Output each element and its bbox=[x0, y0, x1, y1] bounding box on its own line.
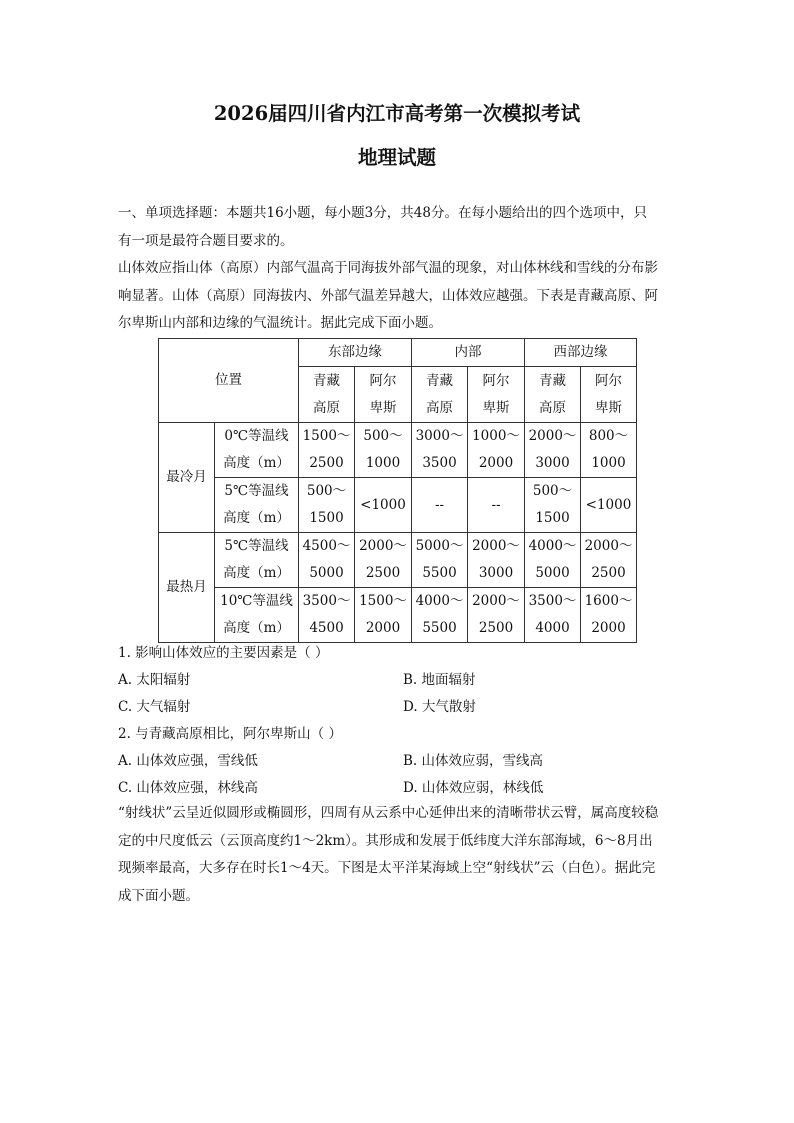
cell-text: 5000～ bbox=[415, 538, 464, 554]
cell-text: 5500 bbox=[422, 620, 457, 636]
cell-text: 4000～ bbox=[415, 593, 464, 609]
table-cell bbox=[299, 588, 355, 643]
cell-text: 高原 bbox=[539, 399, 566, 416]
cell-text: 4500 bbox=[309, 620, 344, 636]
cell-text: 卑斯 bbox=[595, 399, 622, 416]
cell-text: 4000～ bbox=[528, 538, 577, 554]
table-row-label bbox=[215, 533, 299, 588]
cell-text: 4500～ bbox=[302, 538, 351, 554]
table-cell bbox=[299, 423, 355, 478]
table-cell bbox=[299, 533, 355, 588]
cell-text: 2000～ bbox=[359, 538, 407, 554]
table-header-position: 位置 bbox=[159, 339, 299, 423]
cell-text: 2500 bbox=[591, 565, 626, 581]
question-1-option-d: D. 大气散射 bbox=[403, 699, 476, 715]
cell-text: 4000 bbox=[535, 620, 570, 636]
cell-text: 1500～ bbox=[359, 593, 407, 609]
cell-text: 5000 bbox=[309, 565, 344, 581]
cell-text: 卑斯 bbox=[369, 399, 397, 416]
cell-text: 2500 bbox=[365, 565, 401, 581]
cell-text: 1500～ bbox=[302, 428, 351, 444]
passage-ray-cloud bbox=[118, 800, 678, 910]
exam-title: 2026届四川省内江市高考第一次模拟考试 bbox=[213, 102, 581, 125]
cell-text: -- bbox=[434, 496, 445, 513]
temperature-table bbox=[158, 338, 637, 643]
table-cell bbox=[412, 588, 468, 643]
cell-text: 3000 bbox=[535, 455, 570, 471]
table-cell bbox=[525, 588, 581, 643]
cell-text: 1000 bbox=[365, 455, 401, 471]
cell-text: 2000～ bbox=[472, 538, 520, 554]
table-cell bbox=[299, 478, 355, 533]
question-2-stem: 2. 与青藏高原相比，阿尔卑斯山（ ） bbox=[118, 726, 342, 742]
cell-text: 高度（m） bbox=[223, 620, 290, 636]
table-subheader bbox=[581, 367, 637, 423]
cell-text: -- bbox=[491, 496, 501, 513]
section-intro bbox=[118, 200, 678, 255]
question-1-option-a: A. 太阳辐射 bbox=[118, 672, 191, 688]
question-2-option-c: C. 山体效应强，林线高 bbox=[118, 780, 258, 796]
cell-text: 2000 bbox=[591, 620, 626, 636]
cell-text: 800～ bbox=[588, 428, 629, 444]
cell-text: 5℃等温线 bbox=[224, 483, 289, 499]
cell-text: 2000 bbox=[365, 620, 401, 636]
table-subheader bbox=[525, 367, 581, 423]
table-cell bbox=[412, 533, 468, 588]
cell-text: 2500 bbox=[309, 455, 344, 471]
question-2-option-b: B. 山体效应弱，雪线高 bbox=[403, 753, 544, 769]
cell-text: 1500 bbox=[309, 510, 344, 526]
table-cell bbox=[581, 423, 637, 478]
cell-text: 青藏 bbox=[313, 372, 340, 389]
cell-text: 高原 bbox=[426, 399, 453, 416]
table-cell bbox=[412, 478, 468, 533]
question-1-option-b: B. 地面辐射 bbox=[403, 672, 476, 688]
table-cell bbox=[468, 533, 525, 588]
cell-text: <1000 bbox=[585, 496, 632, 513]
cell-text: 高度（m） bbox=[223, 455, 290, 471]
cell-text: 500～ bbox=[532, 483, 573, 499]
text-line: 一、单项选择题：本题共16小题，每小题3分，共48分。在每小题给出的四个选项中，只 bbox=[118, 205, 647, 221]
cell-text: 高度（m） bbox=[223, 510, 290, 526]
table-subheader bbox=[412, 367, 468, 423]
cell-text: 高原 bbox=[313, 399, 340, 416]
text-line: 山体效应指山体（高原）内部气温高于同海拔外部气温的现象，对山体林线和雪线的分布影 bbox=[118, 260, 658, 276]
table-cell bbox=[525, 423, 581, 478]
question-1-stem: 1. 影响山体效应的主要因素是（ ） bbox=[118, 645, 329, 661]
table-month-hottest: 最热月 bbox=[159, 533, 215, 643]
cell-text: 阿尔 bbox=[482, 372, 510, 389]
table-cell bbox=[355, 533, 412, 588]
exam-subject: 地理试题 bbox=[357, 146, 436, 169]
table-row-label bbox=[215, 588, 299, 643]
table-cell bbox=[355, 588, 412, 643]
text-line: 定的中尺度低云（云顶高度约1～2km）。其形成和发展于低纬度大洋东部海域，6～8月出 bbox=[118, 832, 653, 849]
cell-text: 1500 bbox=[535, 510, 570, 526]
cell-text: 3500～ bbox=[302, 593, 351, 609]
table-cell bbox=[581, 533, 637, 588]
cell-text: <1000 bbox=[360, 496, 406, 513]
text-line: 成下面小题。 bbox=[118, 887, 199, 904]
table-cell bbox=[468, 478, 525, 533]
table-subheader bbox=[299, 367, 355, 423]
table-cell bbox=[468, 588, 525, 643]
text-line: 尔卑斯山内部和边缘的气温统计。据此完成下面小题。 bbox=[118, 315, 442, 331]
cell-text: 2000～ bbox=[528, 428, 577, 444]
cell-text: 500～ bbox=[363, 428, 403, 444]
text-line: 现频率最高，大多存在时长1～4天。下图是太平洋某海域上空“射线状”云（白色）。据此完 bbox=[118, 860, 656, 876]
cell-text: 0℃等温线 bbox=[224, 428, 289, 444]
table-cell bbox=[581, 478, 637, 533]
cell-text: 2000～ bbox=[584, 538, 633, 554]
cell-text: 2500 bbox=[478, 620, 514, 636]
table-cell bbox=[355, 423, 412, 478]
cell-text: 2000～ bbox=[472, 593, 520, 609]
cell-text: 阿尔 bbox=[595, 372, 622, 389]
table-cell bbox=[581, 588, 637, 643]
cell-text: 青藏 bbox=[539, 372, 566, 389]
table-cell bbox=[525, 478, 581, 533]
text-line: 响显著。山体（高原）同海拔内、外部气温差异越大，山体效应越强。下表是青藏高原、阿 bbox=[118, 287, 658, 304]
cell-text: 10℃等温线 bbox=[220, 593, 293, 609]
table-cell bbox=[468, 423, 525, 478]
cell-text: 5000 bbox=[535, 565, 570, 581]
cell-text: 青藏 bbox=[426, 372, 453, 389]
cell-text: 1000～ bbox=[472, 428, 520, 444]
cell-text: 2000 bbox=[478, 455, 514, 471]
table-month-coldest: 最冷月 bbox=[159, 423, 215, 533]
table-header-west-edge: 西部边缘 bbox=[525, 339, 637, 367]
table-subheader bbox=[468, 367, 525, 423]
cell-text: 5℃等温线 bbox=[224, 538, 289, 554]
question-1-option-c: C. 大气辐射 bbox=[118, 699, 191, 715]
table-row-label bbox=[215, 423, 299, 478]
table-cell bbox=[525, 533, 581, 588]
cell-text: 卑斯 bbox=[482, 399, 510, 416]
table-header-interior: 内部 bbox=[412, 339, 525, 367]
table-row-label bbox=[215, 478, 299, 533]
question-2-option-a: A. 山体效应强，雪线低 bbox=[118, 753, 258, 769]
table-cell bbox=[355, 478, 412, 533]
cell-text: 500～ bbox=[306, 483, 347, 499]
passage-mountain-effect bbox=[118, 255, 678, 338]
cell-text: 3000 bbox=[478, 565, 514, 581]
text-line: 有一项是最符合题目要求的。 bbox=[118, 232, 294, 249]
cell-text: 1000 bbox=[591, 455, 626, 471]
cell-text: 3000～ bbox=[415, 428, 464, 444]
cell-text: 高度（m） bbox=[223, 565, 290, 581]
text-line: “射线状”云呈近似圆形或椭圆形，四周有从云系中心延伸出来的清晰带状云臂，属高度较稳 bbox=[118, 805, 659, 821]
cell-text: 3500～ bbox=[528, 593, 577, 609]
cell-text: 1600～ bbox=[584, 593, 633, 609]
table-subheader bbox=[355, 367, 412, 423]
cell-text: 5500 bbox=[422, 565, 457, 581]
table-cell bbox=[412, 423, 468, 478]
table-header-east-edge: 东部边缘 bbox=[299, 339, 412, 367]
cell-text: 阿尔 bbox=[369, 372, 397, 389]
cell-text: 3500 bbox=[422, 455, 457, 471]
question-2-option-d: D. 山体效应弱，林线低 bbox=[403, 780, 544, 796]
